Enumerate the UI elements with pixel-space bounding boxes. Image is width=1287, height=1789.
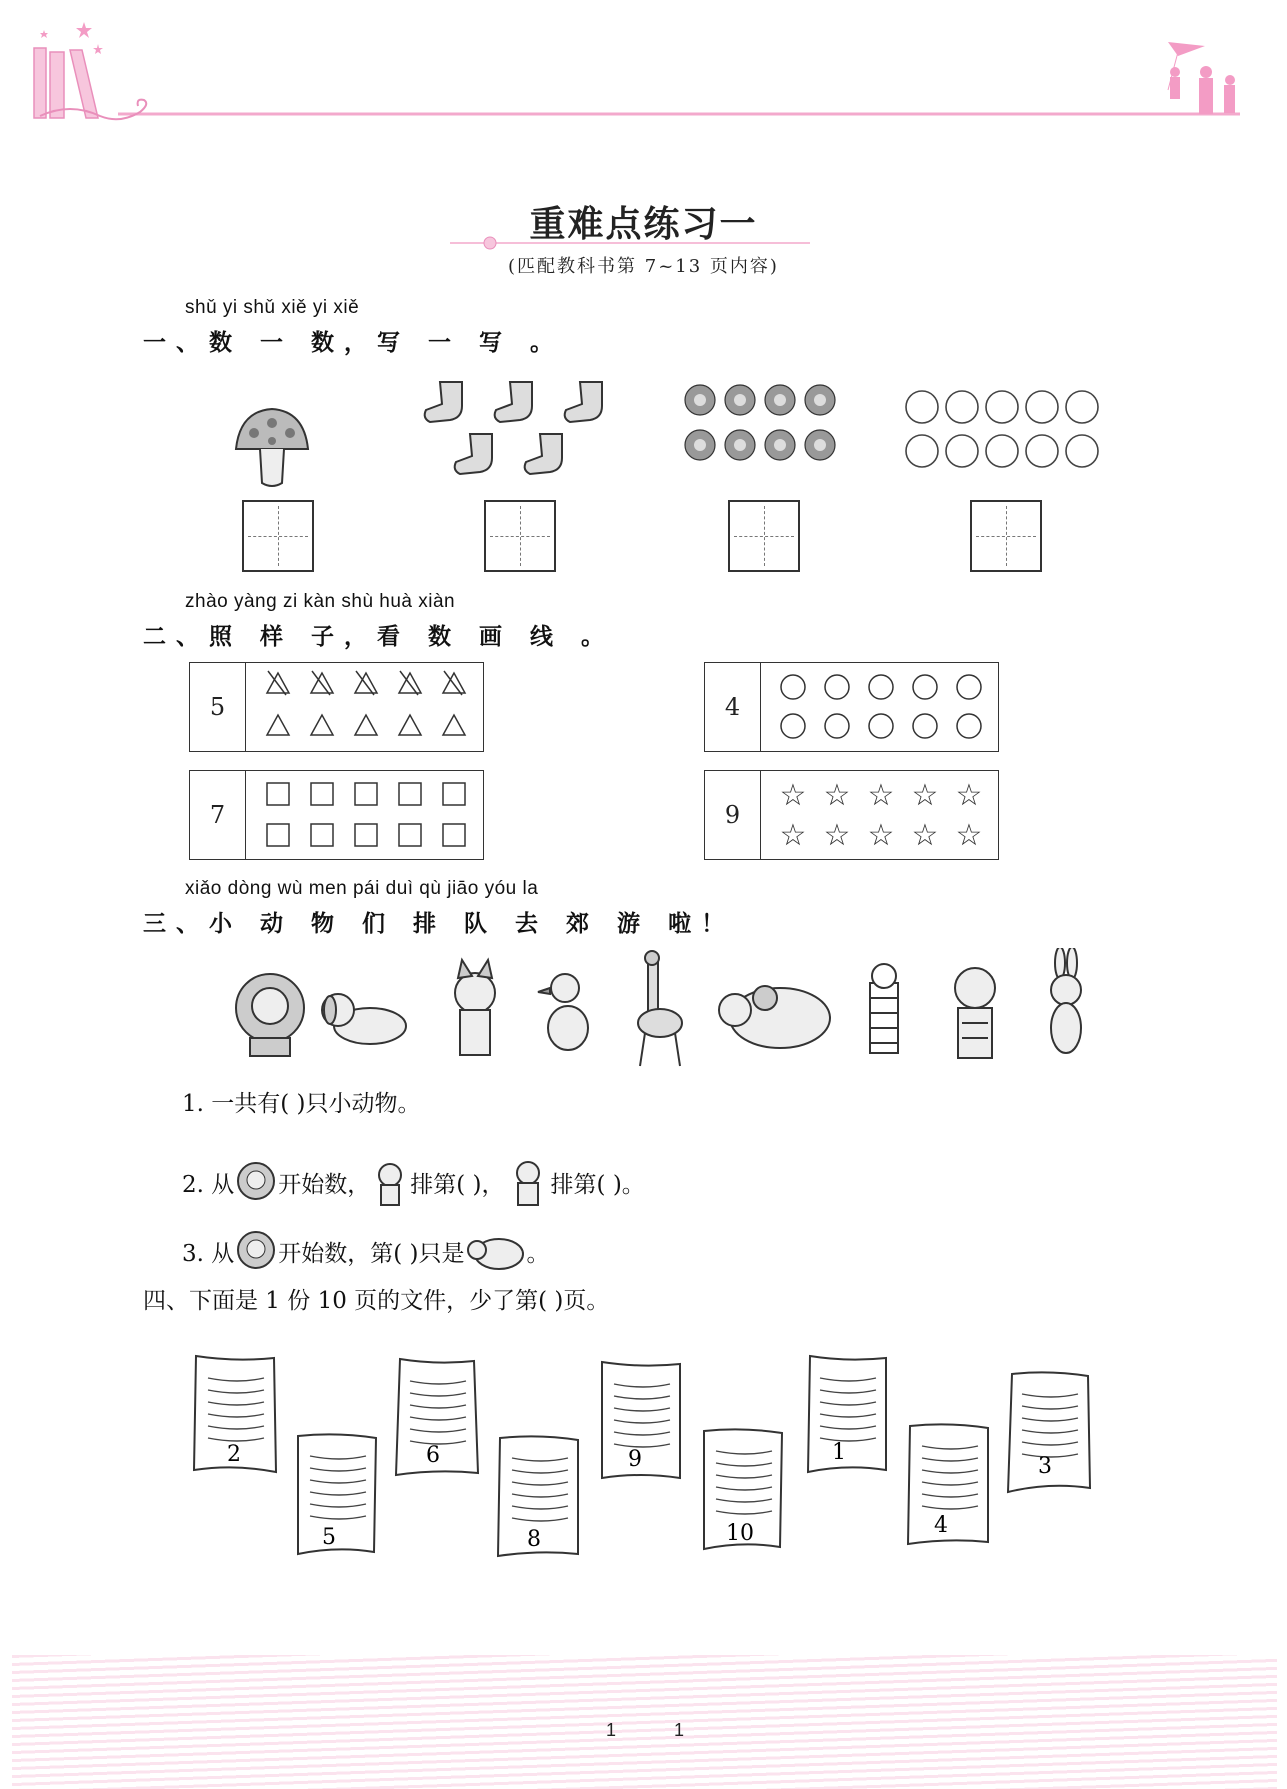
answer-box-socks[interactable] [484, 500, 556, 572]
page-title: 重难点练习一 [529, 203, 758, 245]
mushroom-icon [232, 405, 312, 489]
giraffe-icon [638, 951, 682, 1066]
section4-heading: 四、下面是 1 份 10 页的文件，少了第( )页。 [143, 1288, 610, 1314]
doc-page [494, 1432, 584, 1562]
footer-page-right: 1 [674, 1720, 685, 1740]
square-icons [246, 771, 482, 859]
q3-part-b: 开始数，第( )只是 [278, 1240, 465, 1267]
zebra-icon [870, 964, 898, 1053]
kids-kite-icon [1168, 42, 1235, 114]
dog-icon [322, 994, 406, 1044]
q3-part-a: 3. 从 [182, 1240, 235, 1267]
doc-page-number: 4 [934, 1513, 948, 1538]
svg-text:☆: ☆ [779, 818, 807, 853]
doc-page [904, 1420, 994, 1550]
star-icon [40, 22, 103, 54]
doc-page-number: 5 [322, 1525, 336, 1550]
panel-number: 5 [190, 663, 246, 751]
cat-icon [455, 960, 495, 1055]
section3-pinyin: xiǎo dòng wù men pái duì qù jiāo yóu la [185, 878, 539, 899]
panel-9-stars [704, 770, 999, 860]
answer-box-stars[interactable] [970, 500, 1042, 572]
page-subtitle: (匹配教科书第 7~13 页内容) [508, 256, 779, 277]
question-3-1: 1. 一共有( )只小动物。 [182, 1091, 421, 1117]
question-3-2 [182, 1157, 645, 1207]
doc-page [596, 1358, 686, 1488]
books-logo-icon [34, 48, 98, 118]
doc-page [1004, 1368, 1094, 1498]
panel-7-squares [189, 770, 484, 860]
doc-page-number: 9 [628, 1447, 642, 1472]
socks-icon [420, 378, 630, 488]
q2-part-b: 开始数， [278, 1171, 371, 1198]
circle-icons [761, 663, 997, 751]
section1-heading: 一、数 一 数，写 一 写 。 [143, 330, 564, 356]
stars-icon [900, 385, 1110, 475]
question-3-3 [182, 1228, 550, 1274]
animal-row [220, 948, 1100, 1073]
section1-pinyin: shǔ yi shǔ xiě yi xiě [185, 297, 360, 318]
doc-page-number: 3 [1038, 1454, 1052, 1479]
lion-small-icon [234, 1228, 278, 1274]
doc-page-number: 6 [426, 1443, 440, 1468]
doc-page [698, 1425, 788, 1555]
panel-5-triangles [189, 662, 484, 752]
duck-icon [538, 974, 588, 1050]
svg-text:☆: ☆ [867, 778, 895, 813]
doc-page [802, 1352, 892, 1482]
svg-text:☆: ☆ [779, 778, 807, 813]
title-underline [450, 236, 820, 250]
star-icons [761, 771, 997, 859]
doc-page-number: 8 [527, 1527, 541, 1552]
section3-heading: 三、小 动 物 们 排 队 去 郊 游 啦！ [143, 911, 735, 937]
footer-page-left: 1 [606, 1720, 617, 1740]
answer-box-mushroom[interactable] [242, 500, 314, 572]
sheep-icon [719, 986, 830, 1048]
svg-text:☆: ☆ [911, 818, 939, 853]
cat-small-icon [370, 1157, 410, 1207]
sheep-small-icon [465, 1228, 527, 1274]
panel-number: 9 [705, 771, 761, 859]
doc-page-number: 2 [227, 1442, 241, 1467]
triangle-icons [246, 663, 482, 751]
q3-part-c: 。 [526, 1240, 550, 1267]
svg-text:☆: ☆ [823, 818, 851, 853]
svg-text:☆: ☆ [955, 818, 983, 853]
q2-part-d: 排第( )。 [550, 1171, 645, 1198]
tiger-small-icon [505, 1157, 551, 1207]
doc-page-number: 10 [726, 1521, 754, 1546]
footer-band [12, 1655, 1277, 1789]
section2-heading: 二、照 样 子，看 数 画 线 。 [143, 624, 615, 650]
q2-part-a: 2. 从 [182, 1171, 235, 1198]
tiger-icon [955, 968, 995, 1058]
panel-number: 7 [190, 771, 246, 859]
doc-page [190, 1352, 280, 1482]
panel-number: 4 [705, 663, 761, 751]
svg-text:☆: ☆ [911, 778, 939, 813]
rabbit-icon [1051, 948, 1081, 1053]
svg-text:☆: ☆ [867, 818, 895, 853]
answer-box-flowers[interactable] [728, 500, 800, 572]
svg-text:☆: ☆ [823, 778, 851, 813]
q2-part-c: 排第( )， [410, 1171, 505, 1198]
lion-small-icon [234, 1159, 278, 1205]
doc-page [392, 1355, 482, 1485]
doc-page [292, 1430, 382, 1560]
header-decoration [0, 0, 1287, 140]
svg-text:☆: ☆ [955, 778, 983, 813]
flowers-icon [680, 380, 850, 470]
panel-4-circles [704, 662, 999, 752]
lion-icon [236, 974, 304, 1056]
doc-page-number: 1 [832, 1440, 846, 1465]
section2-pinyin: zhào yàng zi kàn shù huà xiàn [185, 591, 456, 612]
